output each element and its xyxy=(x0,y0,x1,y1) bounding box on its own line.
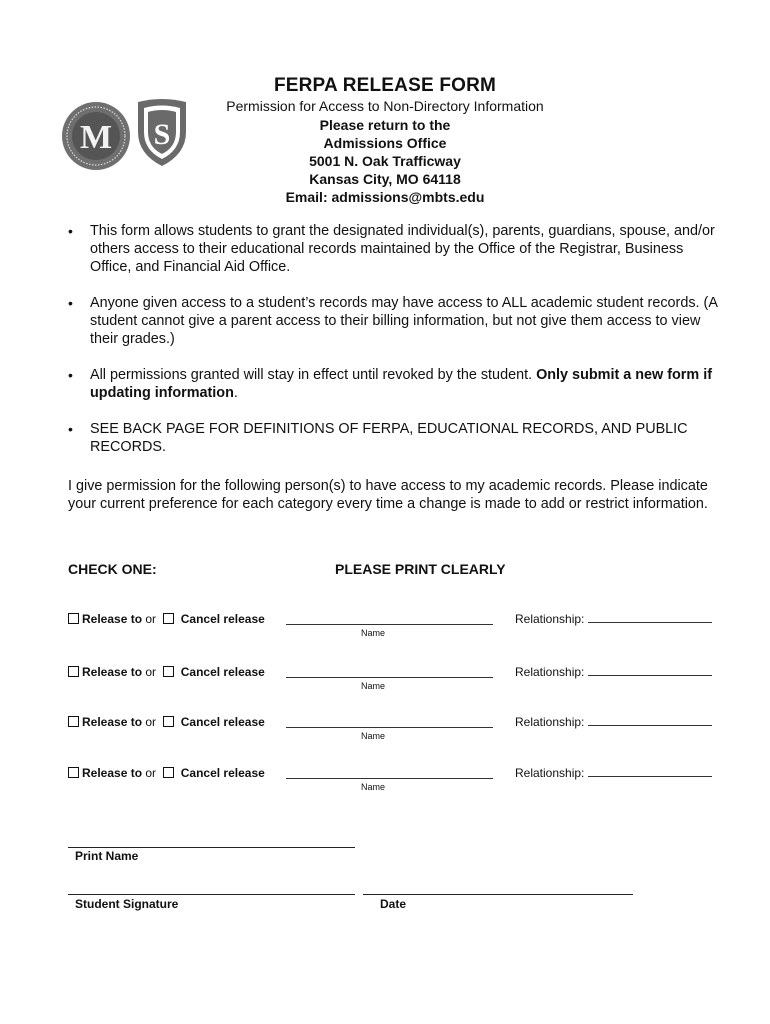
release-checkbox[interactable] xyxy=(68,613,79,624)
return-address xyxy=(180,116,590,206)
info-bullet-list xyxy=(68,222,728,474)
name-label: Name xyxy=(361,731,386,741)
address-line: Admissions Office xyxy=(323,135,447,151)
cancel-release-checkbox[interactable] xyxy=(163,666,174,677)
student-signature-label: Student Signature xyxy=(75,897,179,911)
name-field[interactable] xyxy=(286,624,493,625)
student-signature-field[interactable] xyxy=(68,894,355,895)
release-row: Release to or Cancel release Name Relationship: xyxy=(68,715,728,749)
relationship-field[interactable] xyxy=(588,766,712,777)
relationship-label: Relationship: xyxy=(515,612,585,626)
info-bullet: • This form allows students to grant the designated individual(s), parents, guardians, spouse, and/or others access to their educational records maintained by the Office of the Registrar, Business Office, and Financial Aid Office. xyxy=(68,222,728,276)
release-checkbox[interactable] xyxy=(68,666,79,677)
seminary-seal-logo xyxy=(61,98,131,174)
address-line: Kansas City, MO 64118 xyxy=(309,171,461,187)
info-bullet: • SEE BACK PAGE FOR DEFINITIONS OF FERPA, EDUCATIONAL RECORDS, AND PUBLIC RECORDS. xyxy=(68,420,728,456)
print-name-field[interactable] xyxy=(68,847,355,848)
info-bullet: • All permissions granted will stay in effect until revoked by the student. Only submit a new form if updating information. xyxy=(68,366,728,402)
relationship-field[interactable] xyxy=(588,612,712,623)
logo-s-letter: S xyxy=(153,118,171,151)
cancel-release-checkbox[interactable] xyxy=(163,767,174,778)
date-field[interactable] xyxy=(363,894,633,895)
print-clearly-heading: PLEASE PRINT CLEARLY xyxy=(335,561,506,577)
relationship-label: Relationship: xyxy=(515,665,585,679)
address-line: Email: admissions@mbts.edu xyxy=(285,189,485,205)
name-label: Name xyxy=(361,628,386,638)
name-label: Name xyxy=(361,782,386,792)
address-line: 5001 N. Oak Trafficway xyxy=(309,153,461,169)
check-one-heading: CHECK ONE: xyxy=(68,561,157,577)
name-field[interactable] xyxy=(286,778,493,779)
release-row: Release to or Cancel release Name Relationship: xyxy=(68,665,728,699)
cancel-release-checkbox[interactable] xyxy=(163,716,174,727)
release-row: Release to or Cancel release Name Relationship: xyxy=(68,612,728,646)
cancel-release-checkbox[interactable] xyxy=(163,613,174,624)
name-label: Name xyxy=(361,681,386,691)
print-name-label: Print Name xyxy=(75,849,139,863)
relationship-field[interactable] xyxy=(588,665,712,676)
logo-m-letter: M xyxy=(79,119,113,156)
name-field[interactable] xyxy=(286,727,493,728)
permission-intro: I give permission for the following person(s) to have access to my academic records. Please indicate your current preference for each category every time a change is made to add or restrict information. xyxy=(68,478,708,512)
name-field[interactable] xyxy=(286,677,493,678)
form-subtitle: Permission for Access to Non-Directory Information xyxy=(226,98,544,114)
release-checkbox[interactable] xyxy=(68,767,79,778)
address-line: Please return to the xyxy=(319,117,451,133)
relationship-label: Relationship: xyxy=(515,715,585,729)
relationship-field[interactable] xyxy=(588,715,712,726)
form-title: FERPA RELEASE FORM xyxy=(273,75,497,96)
relationship-label: Relationship: xyxy=(515,766,585,780)
info-bullet: • Anyone given access to a student’s records may have access to ALL academic student records. (A student cannot give a parent access to their billing information, but not give them access to view their grades.) xyxy=(68,294,728,348)
release-checkbox[interactable] xyxy=(68,716,79,727)
date-label: Date xyxy=(380,897,407,911)
release-row: Release to or Cancel release Name Relationship: xyxy=(68,766,728,800)
